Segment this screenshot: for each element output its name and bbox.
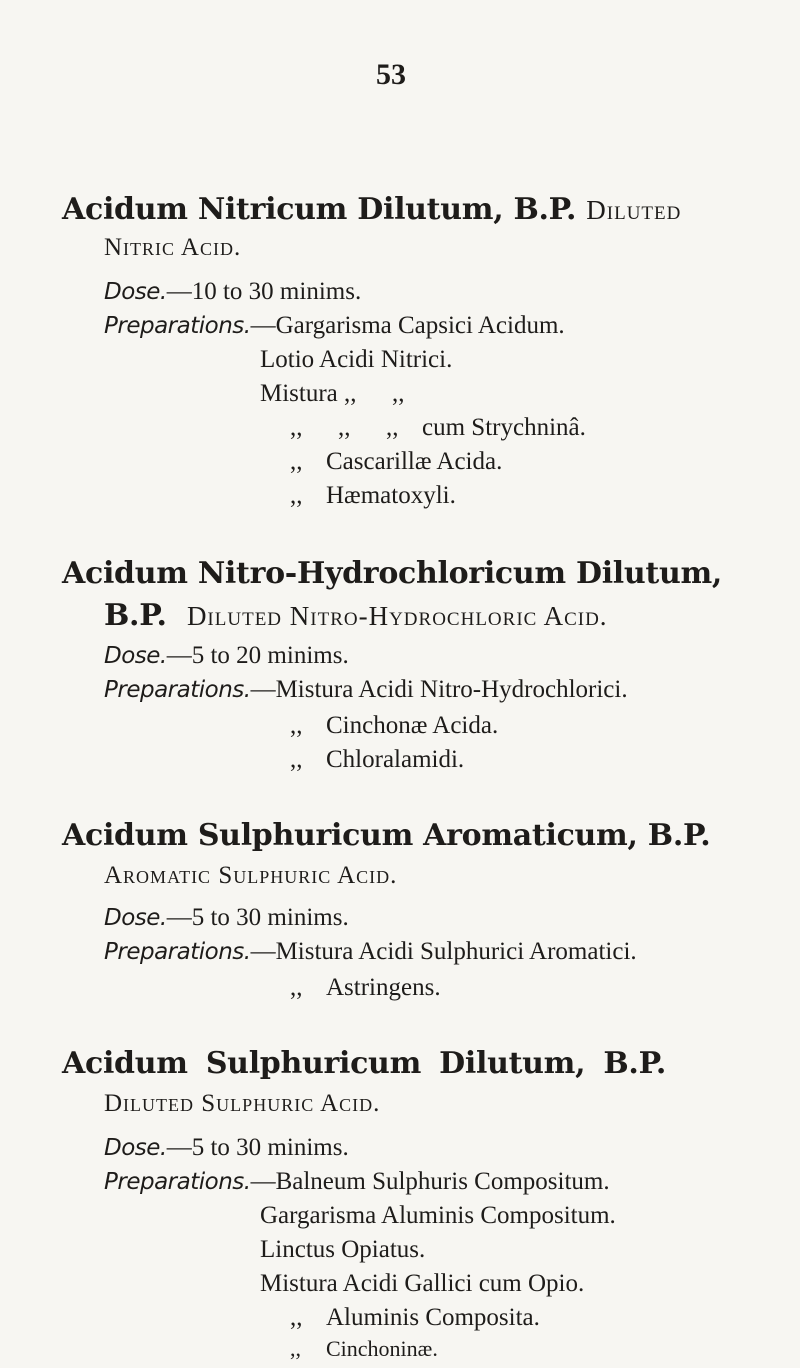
ditto-mark: ,, bbox=[290, 712, 303, 739]
preparations-label: Preparations. bbox=[104, 313, 251, 339]
dose-line bbox=[104, 642, 349, 670]
preparation-item bbox=[260, 380, 405, 408]
preparation-item-text: Aluminis Composita. bbox=[326, 1304, 540, 1331]
dose-text: —5 to 20 minims. bbox=[166, 642, 349, 669]
preparation-item bbox=[290, 414, 586, 442]
preparation-item-text: Chloralamidi. bbox=[326, 746, 465, 773]
preparation-item bbox=[290, 1304, 540, 1332]
dose-line bbox=[104, 1134, 349, 1162]
dose-line bbox=[104, 278, 361, 306]
entry-subtitle: Diluted Sulphuric Acid. bbox=[104, 1090, 381, 1117]
ditto-mark: ,, bbox=[338, 414, 351, 441]
entry-title-text: Acidum Nitricum Dilutum, B.P. bbox=[62, 192, 577, 227]
ditto-mark: ,, bbox=[290, 974, 303, 1001]
ditto-mark: ,, bbox=[290, 482, 303, 509]
preparation-item: Linctus Opiatus. bbox=[260, 1236, 426, 1263]
entry-title: Acidum Sulphuricum Dilutum, B.P. bbox=[62, 1046, 667, 1081]
entry-title: Acidum Nitro-Hydrochloricum Dilutum, bbox=[62, 556, 723, 591]
preparation-item: —Gargarisma Capsici Acidum. bbox=[250, 312, 565, 339]
dose-text: —5 to 30 minims. bbox=[166, 904, 349, 931]
dose-text: —5 to 30 minims. bbox=[166, 1134, 349, 1161]
entry-title: Acidum Sulphuricum Aromaticum, B.P. bbox=[62, 818, 711, 853]
preparation-item bbox=[290, 712, 498, 740]
dose-label: Dose. bbox=[104, 279, 167, 305]
preparation-item-text: Hæmatoxyli. bbox=[326, 482, 456, 509]
entry-subtitle: Diluted Nitro-Hydrochloric Acid. bbox=[186, 601, 608, 631]
dose-label: Dose. bbox=[104, 905, 167, 931]
preparations-line bbox=[104, 312, 565, 340]
preparation-item: Mistura Acidi Gallici cum Opio. bbox=[260, 1270, 585, 1297]
ditto-mark: ,, bbox=[344, 380, 357, 407]
preparation-item-text: cum Strychninâ. bbox=[422, 414, 586, 441]
ditto-mark: ,, bbox=[386, 414, 399, 441]
preparations-line bbox=[104, 938, 637, 966]
preparation-item bbox=[290, 482, 456, 510]
preparation-item: Gargarisma Aluminis Compositum. bbox=[260, 1202, 616, 1229]
preparations-line bbox=[104, 676, 628, 704]
ditto-mark: ,, bbox=[290, 1336, 301, 1361]
preparation-item bbox=[290, 974, 441, 1002]
preparation-item-text: Mistura bbox=[260, 380, 338, 407]
preparation-item: Lotio Acidi Nitrici. bbox=[260, 346, 453, 373]
entry-title-line2 bbox=[104, 598, 608, 633]
preparation-item-text: Cascarillæ Acida. bbox=[326, 448, 503, 475]
ditto-mark: ,, bbox=[290, 448, 303, 475]
preparations-label: Preparations. bbox=[104, 939, 251, 965]
preparations-line bbox=[104, 1168, 610, 1196]
ditto-mark: ,, bbox=[290, 414, 303, 441]
ditto-mark: ,, bbox=[290, 1304, 303, 1331]
preparations-label: Preparations. bbox=[104, 677, 251, 703]
preparation-item: —Mistura Acidi Nitro-Hydrochlorici. bbox=[250, 676, 628, 703]
ditto-mark: ,, bbox=[290, 746, 303, 773]
preparations-label: Preparations. bbox=[104, 1169, 251, 1195]
entry-title-text: B.P. bbox=[104, 598, 167, 633]
page-number: 53 bbox=[376, 58, 406, 91]
preparation-item bbox=[290, 746, 464, 774]
preparation-item-text: Astringens. bbox=[326, 974, 441, 1001]
preparation-item bbox=[290, 1336, 438, 1362]
preparation-item: —Balneum Sulphuris Compositum. bbox=[250, 1168, 610, 1195]
entry-subtitle: Nitric Acid. bbox=[104, 234, 242, 261]
dose-label: Dose. bbox=[104, 643, 167, 669]
entry-subtitle: Aromatic Sulphuric Acid. bbox=[104, 862, 398, 889]
entry-title bbox=[62, 192, 681, 227]
entry-subtitle-inline: Diluted bbox=[586, 195, 682, 225]
preparation-item bbox=[290, 448, 502, 476]
preparation-item-text: Cinchonæ Acida. bbox=[326, 712, 499, 739]
preparation-item-text: Cinchoninæ. bbox=[326, 1336, 438, 1361]
ditto-mark: ,, bbox=[392, 380, 405, 407]
dose-label: Dose. bbox=[104, 1135, 167, 1161]
dose-line bbox=[104, 904, 349, 932]
dose-text: —10 to 30 minims. bbox=[166, 278, 362, 305]
preparation-item: —Mistura Acidi Sulphurici Aromatici. bbox=[250, 938, 637, 965]
